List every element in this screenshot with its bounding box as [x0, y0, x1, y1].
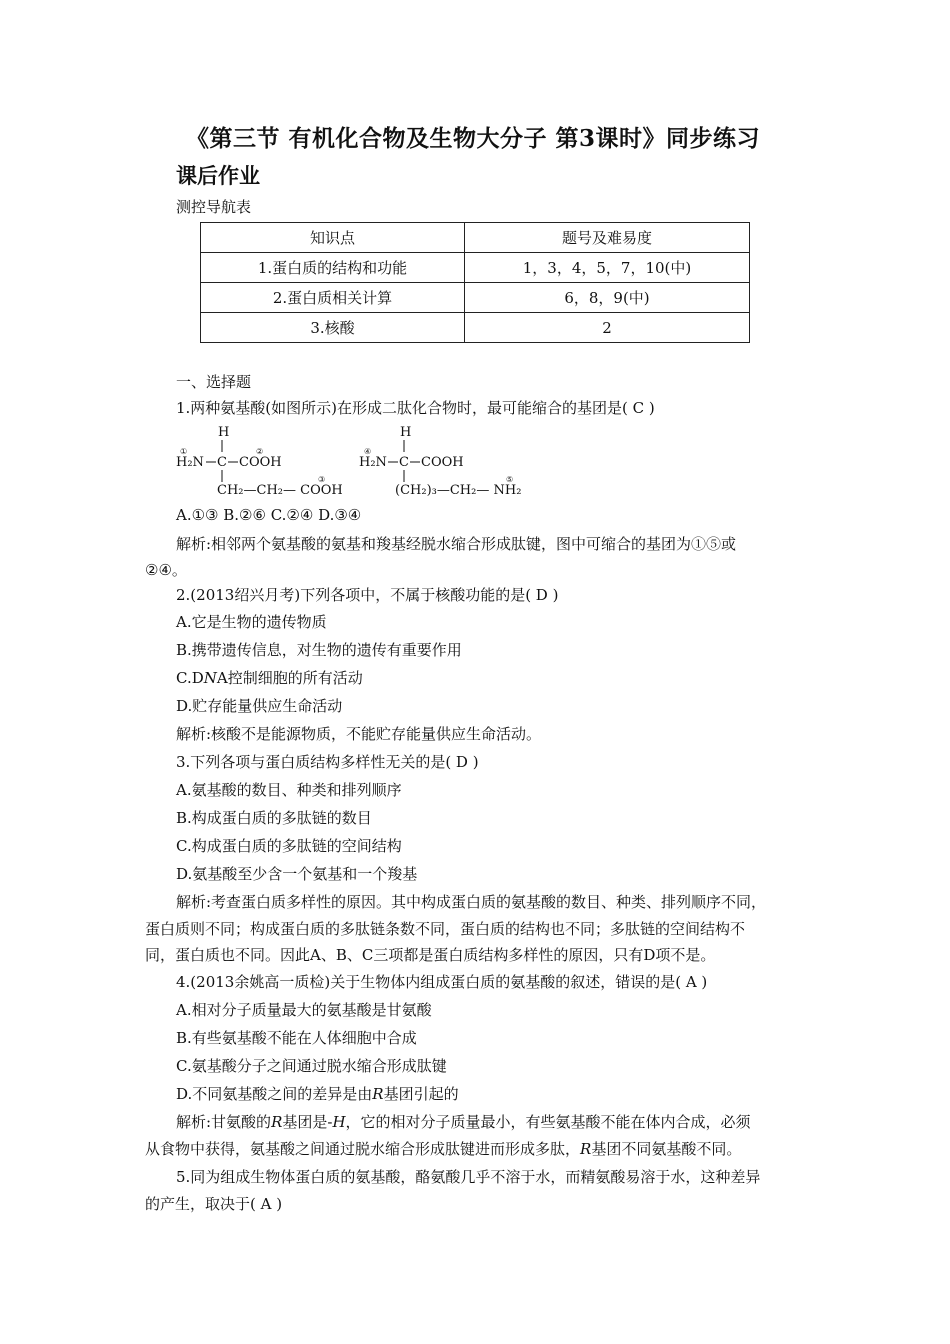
- question-4-option-a: A.相对分子质量最大的氨基酸是甘氨酸: [176, 1001, 432, 1019]
- table-row: [201, 283, 750, 313]
- formula-amine-right: H₂N: [359, 455, 387, 470]
- analysis-text: ，它的相对分子质量最小，有些氨基酸不能在体内合成，必须: [345, 1113, 751, 1131]
- table-header-cell: 题号及难易度: [465, 223, 750, 253]
- group-mark-5: ⑤: [506, 475, 514, 484]
- question-4-option-b: B.有些氨基酸不能在人体细胞中合成: [176, 1029, 417, 1047]
- table-cell: 1，3，4，5，7，10(中): [465, 253, 750, 283]
- question-1-analysis: 解析:相邻两个氨基酸的氨基和羧基经脱水缩合形成肽键，图中可缩合的基团为①⑤或: [176, 535, 737, 553]
- formula-carbon-right: C: [399, 455, 409, 470]
- question-5-stem: 5.同为组成生物体蛋白质的氨基酸，酪氨酸几乎不溶于水，而精氨酸易溶于水，这种差异: [176, 1168, 761, 1186]
- section-heading: 一、选择题: [176, 373, 252, 391]
- analysis-italic: R: [580, 1140, 592, 1158]
- question-2-option-a: A.它是生物的遗传物质: [176, 613, 327, 631]
- formula-h: H: [400, 425, 412, 440]
- option-d-italic: R: [372, 1085, 384, 1103]
- table-row: [201, 313, 750, 343]
- navigation-table: [200, 222, 750, 343]
- group-mark-4: ④: [364, 447, 372, 456]
- table-cell: 6，8，9(中): [465, 283, 750, 313]
- table-cell: 2: [465, 313, 750, 343]
- option-d-text: D.不同氨基酸之间的差异是由: [176, 1085, 373, 1103]
- question-2-option-c: [176, 668, 363, 688]
- formula-chain-left: CH₂—CH₂— COOH: [217, 483, 343, 498]
- analysis-italic: R: [271, 1113, 283, 1131]
- formula-cooh-left: COOH: [239, 455, 282, 470]
- option-c-text-rest: A控制细胞的所有活动: [216, 669, 363, 687]
- question-1-options: A.①③ B.②⑥ C.②④ D.③④: [176, 506, 362, 524]
- table-header-cell: 知识点: [201, 223, 465, 253]
- question-1-analysis-cont: ②④。: [145, 561, 187, 579]
- table-cell: 3.核酸: [201, 313, 465, 343]
- question-3-option-d: D.氨基酸至少含一个氨基和一个羧基: [176, 865, 418, 883]
- analysis-italic: H: [332, 1113, 346, 1131]
- question-3-option-b: B.构成蛋白质的多肽链的数目: [176, 809, 372, 827]
- question-4-analysis: [176, 1112, 751, 1132]
- question-3-option-a: A.氨基酸的数目、种类和排列顺序: [176, 781, 402, 799]
- table-row: [201, 253, 750, 283]
- analysis-text: 解析:甘氨酸的: [176, 1113, 272, 1131]
- question-3-analysis: 解析:考查蛋白质多样性的原因。其中构成蛋白质的氨基酸的数目、种类、排列顺序不同，: [176, 893, 767, 911]
- question-2-analysis: 解析:核酸不是能源物质，不能贮存能量供应生命活动。: [176, 725, 542, 743]
- question-5-stem-cont: 的产生，取决于( A ): [145, 1195, 283, 1213]
- option-c-italic: N: [203, 669, 217, 687]
- question-3-stem: 3.下列各项与蛋白质结构多样性无关的是( D ): [176, 753, 479, 771]
- formula-cooh-right: COOH: [421, 455, 464, 470]
- question-2-option-d: D.贮存能量供应生命活动: [176, 697, 343, 715]
- question-3-option-c: C.构成蛋白质的多肽链的空间结构: [176, 837, 402, 855]
- group-mark-2: ②: [256, 447, 264, 456]
- document-title: 《第三节 有机化合物及生物大分子 第3课时》同步练习: [186, 125, 761, 152]
- analysis-text: 基团不同氨基酸不同。: [591, 1140, 742, 1158]
- analysis-text: 基团是-: [282, 1113, 333, 1131]
- group-mark-1: ①: [180, 447, 188, 456]
- amino-acid-structure-diagram: [176, 422, 536, 502]
- option-c-text: C.D: [176, 669, 204, 687]
- table-header-row: [201, 223, 750, 253]
- section-subtitle: 课后作业: [176, 163, 260, 188]
- question-2-option-b: B.携带遗传信息，对生物的遗传有重要作用: [176, 641, 462, 659]
- table-caption: 测控导航表: [176, 198, 252, 216]
- question-3-analysis-cont: 同，蛋白质也不同。因此A、B、C三项都是蛋白质结构多样性的原因，只有D项不是。: [145, 946, 716, 964]
- question-4-option-d: [176, 1084, 459, 1104]
- table-cell: 2.蛋白质相关计算: [201, 283, 465, 313]
- option-d-text-rest: 基团引起的: [383, 1085, 459, 1103]
- formula-chain-right: (CH₂)₃—CH₂— NH₂: [395, 483, 522, 498]
- question-4-stem: 4.(2013余姚高一质检)关于生物体内组成蛋白质的氨基酸的叙述，错误的是( A ): [176, 973, 708, 991]
- table-cell: 1.蛋白质的结构和功能: [201, 253, 465, 283]
- question-4-option-c: C.氨基酸分子之间通过脱水缩合形成肽键: [176, 1057, 447, 1075]
- question-3-analysis-cont: 蛋白质则不同；构成蛋白质的多肽链条数不同，蛋白质的结构也不同；多肽链的空间结构不: [145, 920, 746, 938]
- formula-carbon-left: C: [217, 455, 227, 470]
- question-1-stem: 1.两种氨基酸(如图所示)在形成二肽化合物时，最可能缩合的基团是( C ): [176, 399, 655, 417]
- formula-amine-left: H₂N: [176, 455, 204, 470]
- question-4-analysis-cont: [145, 1139, 741, 1159]
- analysis-text: 从食物中获得，氨基酸之间通过脱水缩合形成肽键进而形成多肽，: [145, 1140, 581, 1158]
- question-2-stem: 2.(2013绍兴月考)下列各项中，不属于核酸功能的是( D ): [176, 586, 559, 604]
- formula-h: H: [218, 425, 230, 440]
- group-mark-3: ③: [318, 475, 326, 484]
